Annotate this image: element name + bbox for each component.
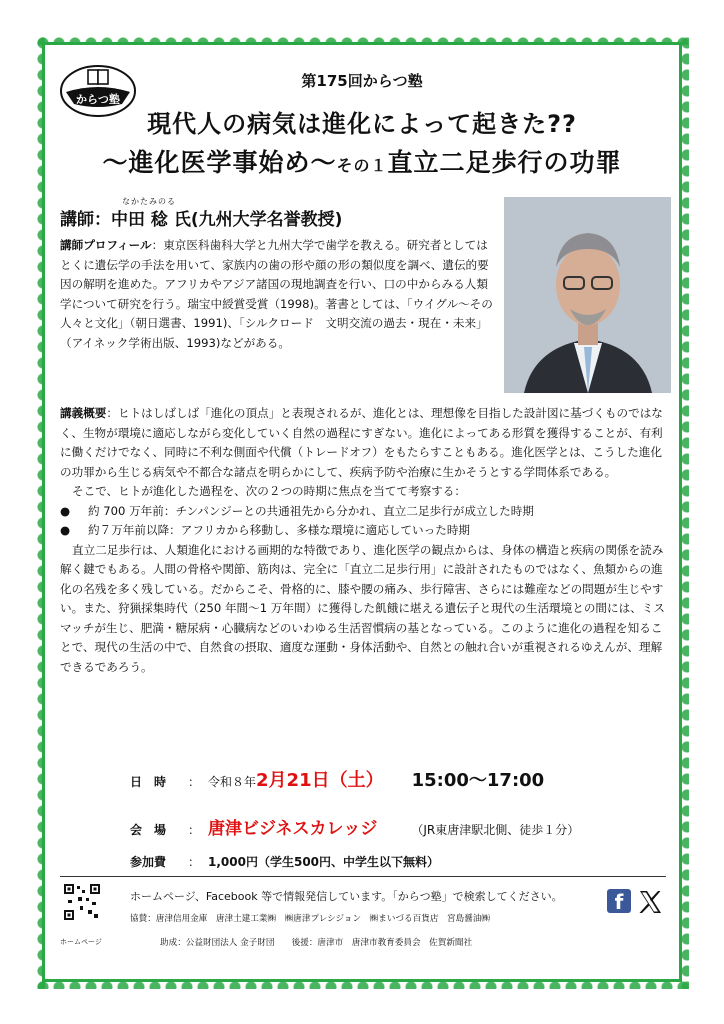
footer-info: ホームページ、Facebook 等で情報発信しています。「からつ塾」で検索してください。: [130, 890, 563, 903]
date-label: 日 時: [130, 775, 167, 789]
list-item: [60, 502, 672, 522]
session-number: 第175回からつ塾: [301, 72, 423, 90]
bullet-mark: ●: [60, 503, 71, 518]
venue-name: 唐津ビジネスカレッジ: [208, 819, 378, 839]
title-line-2: [0, 143, 724, 179]
list-item: [60, 521, 672, 541]
title-subtitle: ～進化医学事始め～: [102, 148, 337, 177]
footer-divider: [60, 876, 666, 877]
fee-label: 参加費: [130, 855, 167, 869]
event-fee: 参加費 ： 1,000円（学生500円、中学生以下無料）: [130, 855, 440, 869]
x-twitter-icon[interactable]: [637, 889, 663, 915]
fee-text: 1,000円（学生500円、中学生以下無料）: [208, 855, 440, 869]
bullet-text-2: 約７万年前以降：アフリカから移動し、多様な環境に適応していった時期: [88, 523, 471, 537]
footer-sponsors: 協賛：唐津信用金庫 唐津土建工業㈱ ㈱唐津プレシジョン ㈱まいづる百貨店 宮島醤油㈱: [130, 914, 490, 924]
lecturer-label: 講師：: [60, 210, 111, 230]
profile-label: 講師プロフィール: [60, 238, 152, 252]
lecturer-heading: [60, 205, 342, 230]
lecture-paragraph-1: ：ヒトはしばしば「進化の頂点」と表現されるが、進化とは、理想像を目指した設計図に基づくものではなく、生物が環境に適応しながら変化していく自然の過程にすぎない。進化によってある形質を獲得することが、有利に働くだけでなく、同時に不利な側面や代償（トレードオフ）をもたらすこともある。進化医学とは、こうした進化の功罪から生じる病気や不都合な諸点を明らかにして、疾病予防や治療に生かそうとする学問体系である。: [60, 406, 663, 479]
title-part-label: その: [336, 156, 371, 175]
event-date: 日 時 ： 令和８年2月21日（土） 15:00～17:00: [130, 770, 545, 791]
lecturer-name: 中田 稔 氏(九州大学名誉教授): [111, 210, 343, 230]
lecturer-ruby: なかたみのる: [122, 197, 176, 206]
lecturer-profile: [60, 236, 498, 353]
facebook-icon[interactable]: f: [607, 889, 631, 913]
date-era: 令和８年: [208, 775, 257, 789]
bullet-text-1: 約 700 万年前：チンパンジーとの共通祖先から分かれ、直立二足歩行が成立した時期: [88, 503, 534, 518]
event-time: 15:00～17:00: [411, 770, 545, 791]
lecture-overview: [60, 404, 672, 677]
event-venue: 会 場 ： 唐津ビジネスカレッジ （JR東唐津駅北側、徒歩１分）: [130, 819, 580, 839]
bullet-mark: ●: [60, 523, 71, 537]
lecturer-block: [60, 196, 342, 230]
date-day: 2月21日（土）: [256, 770, 384, 791]
venue-note: （JR東唐津駅北側、徒歩１分）: [411, 823, 580, 837]
lecturer-photo: [504, 197, 671, 393]
title-line-1: 現代人の病気は進化によって起きた??: [147, 110, 577, 138]
footer-support: 助成：公益財団法人 金子財団 後援：唐津市 唐津市教育委員会 佐賀新聞社: [160, 938, 473, 948]
lecture-label: 講義概要: [60, 406, 107, 420]
venue-label: 会 場: [130, 823, 167, 837]
profile-text: ：東京医科歯科大学と九州大学で歯学を教える。研究者としてはとくに遺伝学の手法を用いて、家族内の歯の形や顔の形の類似度を調べ、遺伝的要因の解明を進めた。アフリカやアジア諸国の現地調査を行い、口の中からみる人類学について研究を行う。瑞宝中綬賞受賞（1998)。著書としては、「ウイグル～その人々と文化」（朝日選書、1991)、「シルクロード 文明交流の過去・現在・未来」（アイネック学術出版、1993)などがある。: [60, 238, 493, 350]
qr-code-icon[interactable]: [64, 884, 100, 920]
title-part-number: １: [370, 156, 388, 175]
logo-text: からつ塾: [76, 93, 120, 106]
lecture-paragraph-3: 直立二足歩行は、人類進化における画期的な特徴であり、進化医学の観点からは、身体の構造と疾病の関係を読み解く鍵でもある。人間の骨格や関節、筋肉は、完全に「直立二足歩行用」に設計されたものではなく、魚類からの進化の名残を多く残している。だからこそ、骨格的に、膝や腰の痛み、歩行障害、さらには難産などの問題が生じやすい。また、狩猟採集時代（250 年間～1 万年間）に獲得した飢餓に堪える遺伝子と現代の生活環境との間には、ミスマッチが生じ、肥満・糖尿病・心臓病などのいわゆる生活習慣病の基となっている。このように進化の過程を知ることで、現代の生活の中で、自然食の摂取、適度な運動・身体活動や、自然との触れ合いが重視されるゆえんが、理解できるであろう。: [60, 542, 665, 674]
lecture-paragraph-2: そこで、ヒトが進化した過程を、次の２つの時期に焦点を当てて考察する：: [72, 484, 466, 498]
qr-caption: ホームページ: [60, 938, 102, 946]
title-topic: 直立二足歩行の功罪: [387, 148, 622, 177]
